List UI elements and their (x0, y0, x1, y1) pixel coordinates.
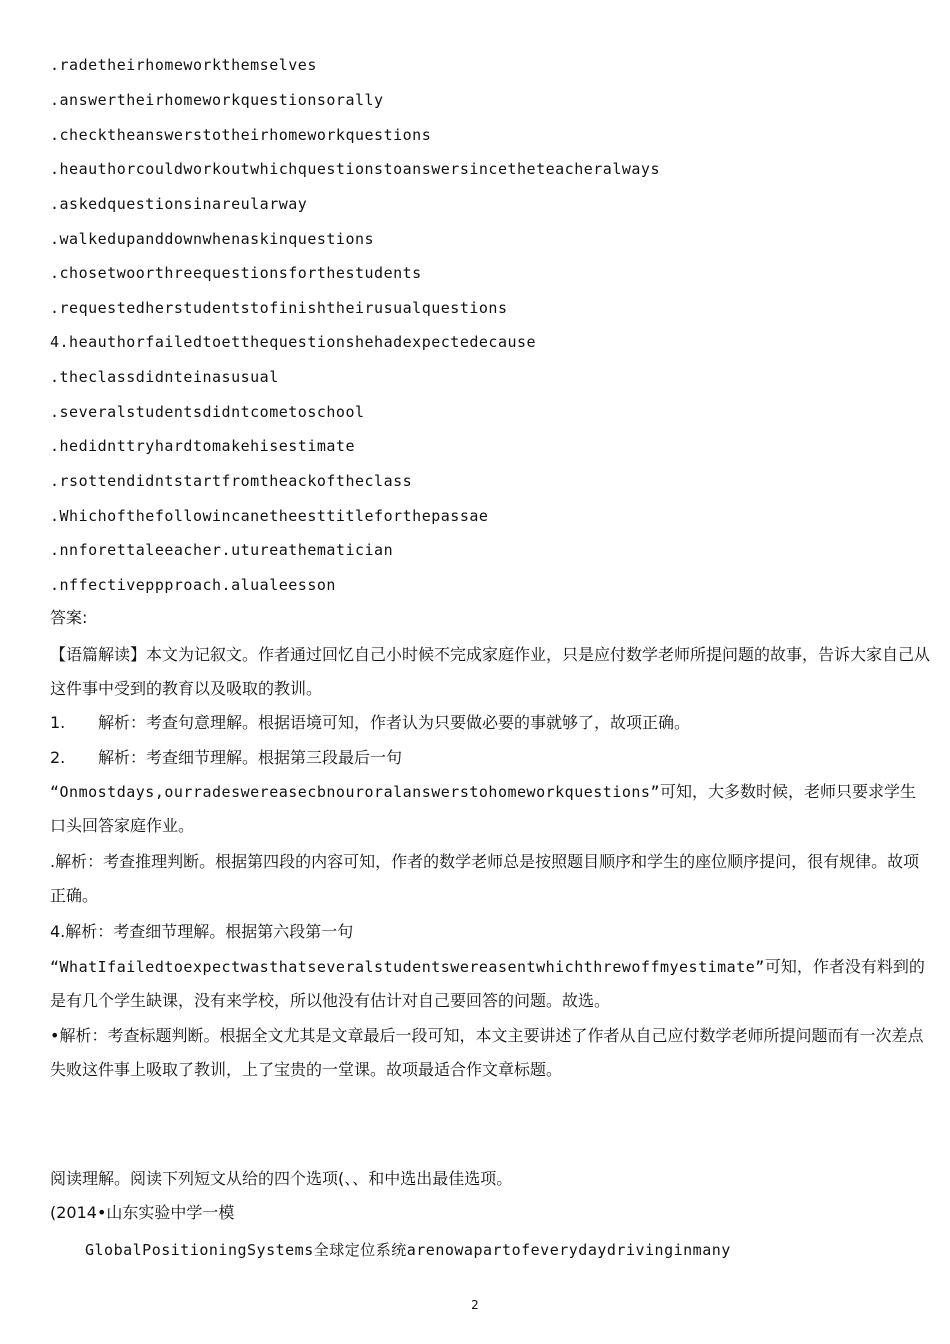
section-source: (2014•山东实验中学一模 (50, 1203, 235, 1222)
option-line: .askedquestionsinareularway (50, 195, 308, 213)
option-line: .hedidnttryhardtomakehisestimate (50, 437, 355, 455)
page-number: 2 (471, 1298, 479, 1312)
explanation-text: 解析：考查细节理解。根据第三段最后一句 (98, 748, 403, 767)
option-line: .severalstudentsdidntcometoschool (50, 403, 365, 421)
question-stem: .Whichofthefollowincanetheesttitleforthepassae (50, 507, 489, 525)
explanation-2 (50, 747, 930, 769)
explanation-text: 可知，作者没有料到的是有几个学生缺课，没有来学校，所以他没有估计对自己要回答的问题。故选。 (50, 957, 925, 1010)
section-instruction: 阅读理解。阅读下列短文从给的四个选项(、、和中选出最佳选项。 (50, 1169, 513, 1188)
explanation-1 (50, 712, 930, 734)
option-line: .answertheirhomeworkquestionsorally (50, 91, 384, 109)
explanation-text: 可知，大多数时候，老师只要求学生口头回答家庭作业。 (50, 782, 916, 835)
option-line: .radetheirhomeworkthemselves (50, 56, 317, 74)
option-line: .rsottendidntstartfromtheackoftheclass (50, 472, 413, 490)
explanation-3: .解析：考查推理判断。根据第四段的内容可知，作者的数学老师总是按照题目顺序和学生的座位顺序提问，很有规律。故项正确。 (50, 852, 920, 905)
option-line: .theclassdidnteinasusual (50, 368, 279, 386)
option-line: .checktheanswerstotheirhomeworkquestions (50, 126, 432, 144)
explanation-number: 1. (50, 713, 66, 732)
explanation-5: •解析：考查标题判断。根据全文尤其是文章最后一段可知，本文主要讲述了作者从自己应付数学老师所提问题而有一次差点失败这件事上吸取了教训，上了宝贵的一堂课。故项最适合作文章标题。 (50, 1026, 924, 1079)
passage-summary: 【语篇解读】本文为记叙文。作者通过回忆自己小时候不完成家庭作业，只是应付数学老师所提问题的故事，告诉大家自己从这件事中受到的教育以及吸取的教训。 (50, 645, 931, 698)
question-stem: 4.heauthorfailedtoetthequestionshehadexpectedecause (50, 333, 537, 351)
quoted-sentence: “WhatIfailedtoexpectwasthatseveralstudentswereasentwhichthrewoffmyestimate” (50, 958, 765, 976)
question-stem: .heauthorcouldworkoutwhichquestionstoanswersincetheteacheralways (50, 160, 660, 178)
option-line: .walkedupanddownwhenaskinquestions (50, 230, 375, 248)
option-line: .nnforettaleeacher.utureathematician (50, 541, 394, 559)
explanation-2-continued (50, 775, 930, 843)
answer-heading: 答案: (50, 608, 88, 627)
passage-first-line: GlobalPositioningSystems全球定位系统arenowapartofeverydaydrivinginmany (85, 1241, 731, 1259)
explanation-number: 2. (50, 748, 66, 767)
option-line: .nffectiveppproach.alualeesson (50, 576, 336, 594)
explanation-text: 解析：考查句意理解。根据语境可知，作者认为只要做必要的事就够了，故项正确。 (98, 713, 691, 732)
option-line: .requestedherstudentstofinishtheirusualquestions (50, 299, 508, 317)
explanation-4-continued (50, 950, 930, 1018)
quoted-sentence: “Onmostdays,ourradeswereasecbnouroralanswerstohomeworkquestions” (50, 783, 660, 801)
explanation-4: 4.解析：考查细节理解。根据第六段第一句 (50, 922, 354, 941)
option-line: .chosetwoorthreequestionsforthestudents (50, 264, 422, 282)
